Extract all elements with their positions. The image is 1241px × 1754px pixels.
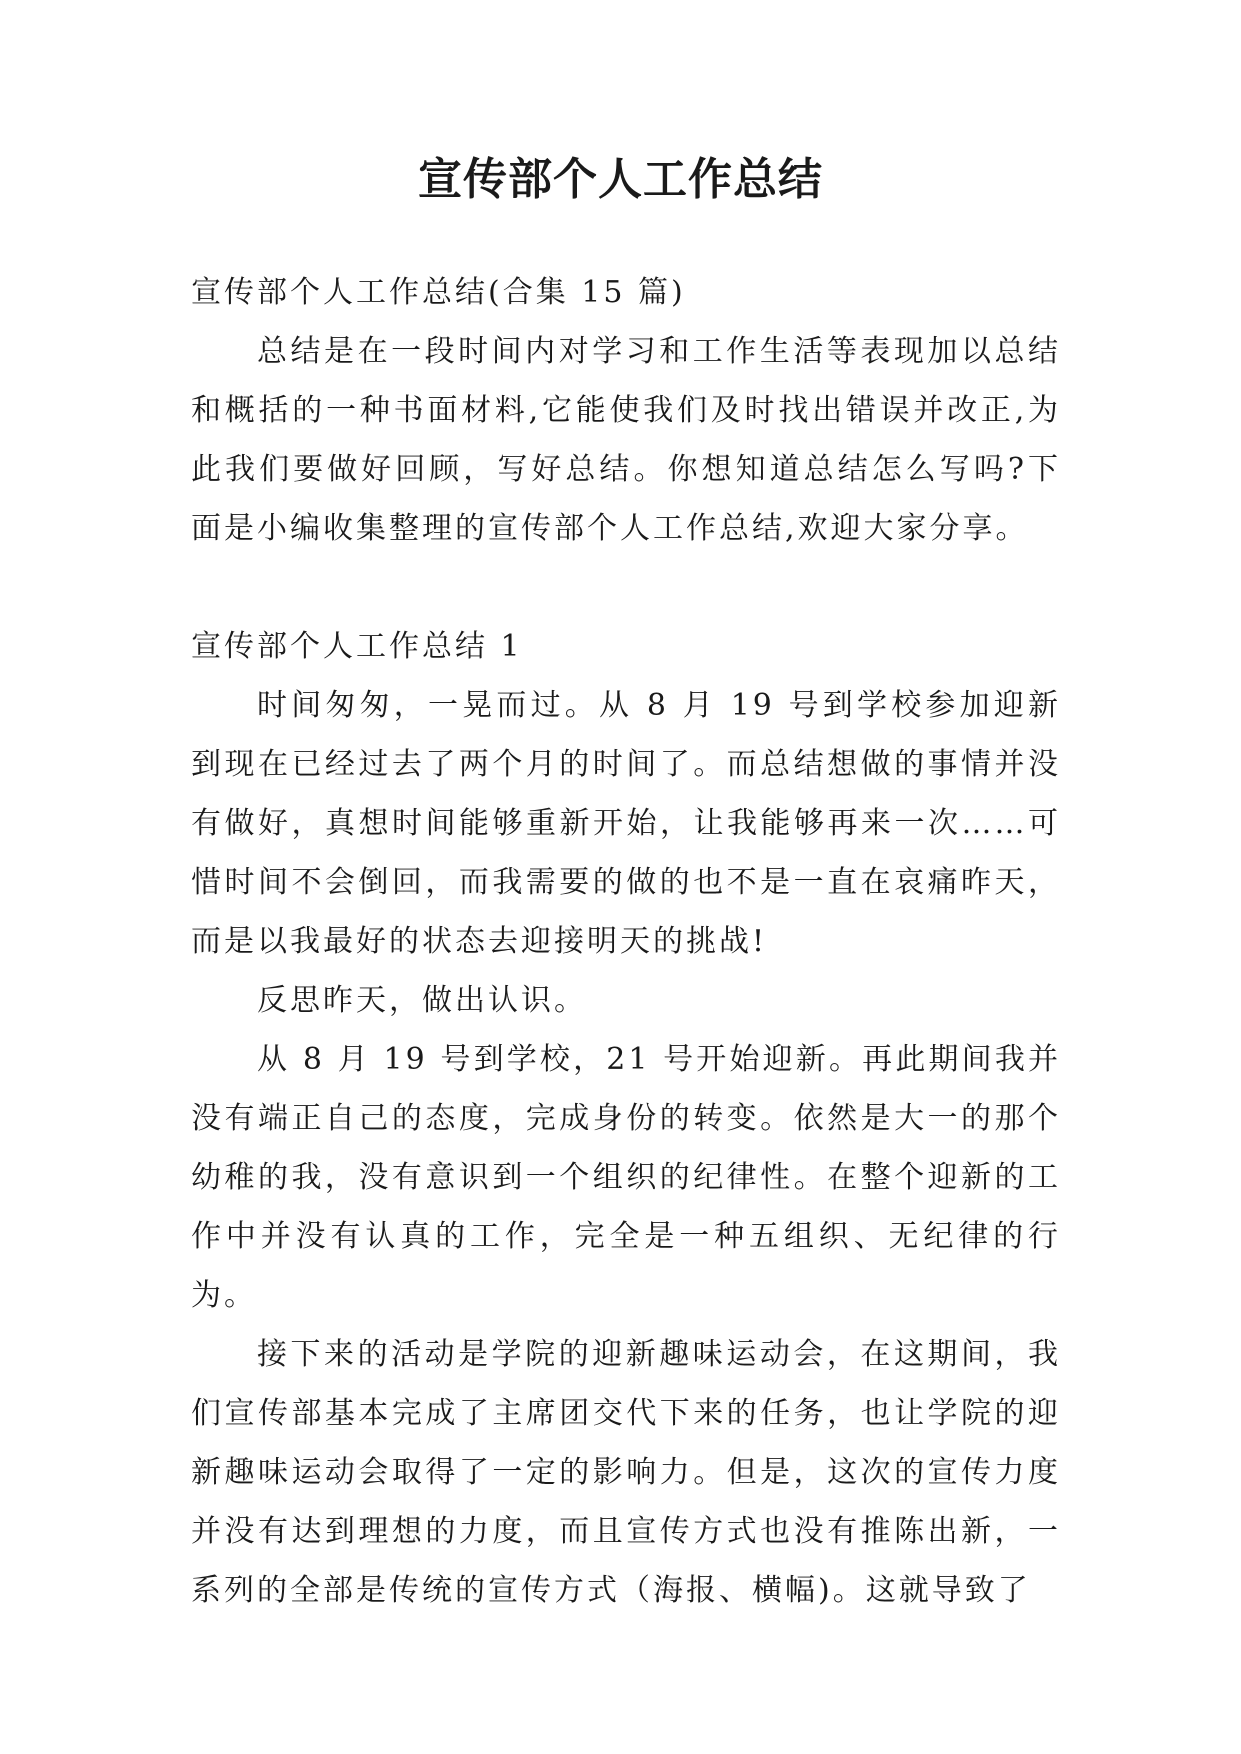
body-paragraph: 接下来的活动是学院的迎新趣味运动会，在这期间，我们宣传部基本完成了主席团交代下来的任务，也让学院的迎新趣味运动会取得了一定的影响力。但是，这次的宣传力度并没有达到理想的力度，而且宣传方式也没有推陈出新，一系列的全部是传统的宣传方式（海报、横幅)。这就导致了	[191, 1337, 1061, 1608]
document-title: 宣传部个人工作总结	[418, 154, 823, 205]
collection-subtitle: 宣传部个人工作总结(合集 15 篇)	[191, 275, 686, 310]
body-paragraph: 反思昨天，做出认识。	[257, 983, 587, 1018]
section-spacer	[191, 558, 1061, 617]
document-body	[191, 263, 1061, 1620]
intro-paragraph: 总结是在一段时间内对学习和工作生活等表现加以总结和概括的一种书面材料,它能使我们及时找出错误并改正,为此我们要做好回顾，写好总结。你想知道总结怎么写吗?下面是小编收集整理的宣传部个人工作总结,欢迎大家分享。	[191, 334, 1061, 546]
body-paragraph: 时间匆匆，一晃而过。从 8 月 19 号到学校参加迎新到现在已经过去了两个月的时间了。而总结想做的事情并没有做好，真想时间能够重新开始，让我能够再来一次……可惜时间不会倒回，而我需要的做的也不是一直在哀痛昨天，而是以我最好的状态去迎接明天的挑战!	[191, 688, 1061, 959]
body-paragraph: 从 8 月 19 号到学校，21 号开始迎新。再此期间我并没有端正自己的态度，完成身份的转变。依然是大一的那个幼稚的我，没有意识到一个组织的纪律性。在整个迎新的工作中并没有认真的工作，完全是一种五组织、无纪律的行为。	[191, 1042, 1061, 1313]
section-heading: 宣传部个人工作总结 1	[191, 629, 523, 664]
